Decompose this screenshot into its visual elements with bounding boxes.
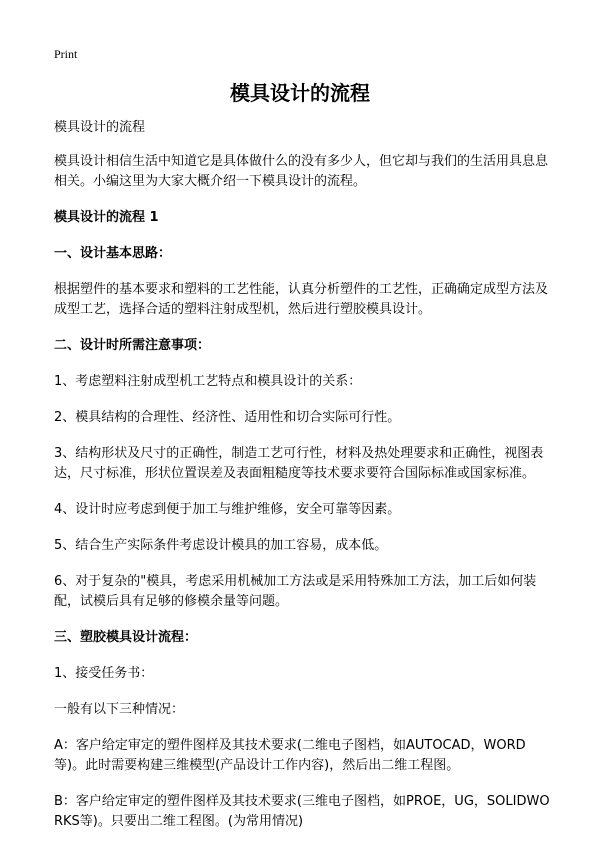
intro-paragraph: 模具设计相信生活中知道它是具体做什么的没有多少人，但它却与我们的生活用具息息相关。小编这里为大家大概介绍一下模具设计的流程。 [54,154,549,189]
document-subtitle: 模具设计的流程 [54,120,146,135]
page-title: 模具设计的流程 [230,81,370,105]
part2-heading: 二、设计时所需注意事项： [54,338,211,353]
list-item: B：客户给定审定的塑件图样及其技术要求(三维电子图档，如PROE，UG，SOLIDWORKS等)。只要出二维工程图。(为常用情况) [54,794,550,829]
list-item: 3、结构形状及尺寸的正确性，制造工艺可行性，材料及热处理要求和正确性，视图表达，尺寸标准，形状位置误差及表面粗糙度等技术要求要符合国际标准或国家标准。 [54,446,544,481]
list-item: 2、模具结构的合理性、经济性、适用性和切合实际可行性。 [54,410,401,425]
list-item: 1、接受任务书： [54,666,154,681]
print-link[interactable]: Print [54,47,78,61]
section-heading: 模具设计的流程 1 [54,210,159,225]
list-item: A：客户给定审定的塑件图样及其技术要求(二维电子图档，如AUTOCAD，WORD等)。此时需要构建三维模型(产品设计工作内容)，然后出二维工程图。 [54,738,526,773]
part1-paragraph: 根据塑件的基本要求和塑料的工艺性能，认真分析塑件的工艺性，正确确定成型方法及成型工艺，选择合适的塑料注射成型机，然后进行塑胶模具设计。 [54,282,549,317]
document-body [54,118,554,848]
list-item: 1、考虑塑料注射成型机工艺特点和模具设计的关系： [54,374,362,389]
list-item: 4、设计时应考虑到便于加工与维护维修，安全可靠等因素。 [54,502,401,517]
part3-heading: 三、塑胶模具设计流程： [54,630,198,645]
part1-heading: 一、设计基本思路： [54,246,172,261]
list-item: 一般有以下三种情况： [54,702,185,717]
list-item: 5、结合生产实际条件考虑设计模具的加工容易，成本低。 [54,538,388,553]
list-item: 6、对于复杂的"模具，考虑采用机械加工方法或是采用特殊加工方法，加工后如何装配，试模后具有足够的修模余量等问题。 [54,574,537,609]
